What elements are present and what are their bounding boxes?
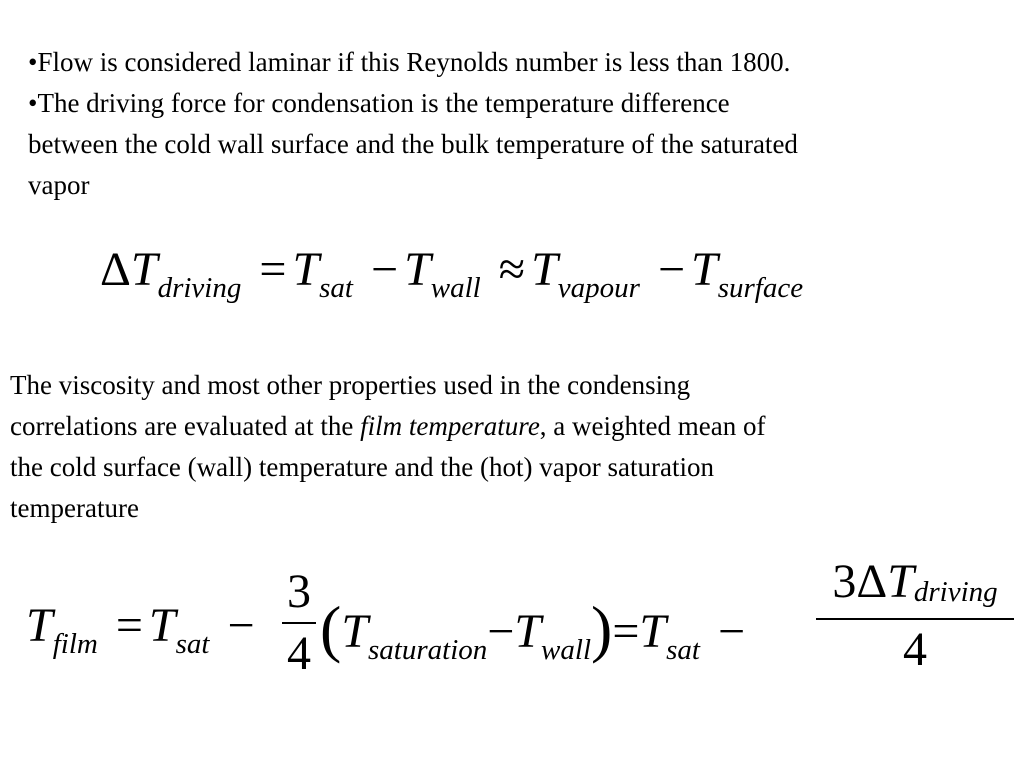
film-temperature-term: film temperature	[360, 411, 540, 441]
fraction-numerator: 3	[287, 565, 311, 618]
t-sat-symbol: T	[148, 599, 176, 652]
sub-wall: wall	[541, 634, 592, 666]
t-saturation-symbol: T	[341, 605, 369, 658]
sub-sat-2: sat	[666, 634, 700, 666]
equation-film-left	[26, 596, 261, 662]
paragraph-line-1: The viscosity and most other properties used in the condensing	[10, 370, 691, 400]
fraction-denominator-2: 4	[903, 623, 927, 676]
equals-sign: =	[259, 243, 287, 296]
equation-film-temperature	[26, 555, 1021, 700]
t-surface-symbol: T	[691, 243, 718, 296]
coefficient-three: 3	[832, 555, 857, 608]
minus-sign-3: −	[717, 605, 746, 658]
sub-sat: sat	[319, 272, 353, 304]
approx-sign: ≈	[498, 243, 526, 296]
sub-wall: wall	[430, 272, 481, 304]
bullet-driving-force-line-3: vapor	[28, 170, 90, 200]
bullet-driving-force-line-1: •The driving force for condensation is the temperature difference	[28, 88, 730, 118]
paragraph-line-2	[10, 406, 1010, 447]
sub-sat: sat	[175, 628, 210, 660]
equals-sign: =	[115, 599, 143, 652]
left-paren: (	[320, 593, 342, 664]
paragraph-line-4: temperature	[10, 493, 139, 523]
minus-sign-2: −	[487, 605, 515, 658]
t-wall-symbol: T	[514, 605, 542, 658]
sub-driving: driving	[157, 272, 242, 304]
equation-driving-temperature	[100, 240, 803, 306]
bullet-driving-force-line-2: between the cold wall surface and the bulk temperature of the saturated	[28, 129, 798, 159]
fraction-driving-over-four	[816, 552, 1014, 680]
sub-saturation: saturation	[368, 634, 488, 666]
fraction-denominator: 4	[287, 627, 311, 680]
sub-driving: driving	[913, 576, 998, 608]
t-sat-symbol-2: T	[639, 605, 667, 658]
fraction-numerator-2	[816, 552, 1014, 618]
t-vapour-symbol: T	[531, 243, 558, 296]
t-sat-symbol: T	[292, 243, 320, 296]
bullet-list	[28, 42, 1013, 206]
sub-surface: surface	[717, 272, 804, 304]
bullet-laminar: •Flow is considered laminar if this Reynolds number is less than 1800.	[28, 47, 791, 77]
minus-sign-2: −	[657, 243, 686, 296]
t-driving-symbol: T	[130, 243, 158, 296]
delta-symbol: Δ	[856, 555, 888, 608]
equals-sign-2: =	[612, 605, 640, 658]
t-wall-symbol: T	[404, 243, 431, 296]
fraction-three-quarters	[282, 562, 316, 684]
equation-film-middle	[320, 593, 751, 668]
film-temperature-paragraph	[10, 365, 1010, 529]
delta-symbol: Δ	[100, 243, 131, 296]
minus-sign: −	[370, 243, 399, 296]
right-paren: )	[591, 593, 613, 664]
t-driving-symbol: T	[887, 555, 914, 608]
paragraph-line-3: the cold surface (wall) temperature and the (hot) vapor saturation	[10, 452, 714, 482]
sub-film: film	[52, 628, 98, 660]
minus-sign: −	[227, 599, 255, 652]
paragraph-line-2-end: , a weighted mean of	[539, 411, 766, 441]
t-film-symbol: T	[26, 599, 53, 652]
sub-vapour: vapour	[557, 272, 640, 304]
paragraph-line-2-start: correlations are evaluated at the	[10, 411, 361, 441]
